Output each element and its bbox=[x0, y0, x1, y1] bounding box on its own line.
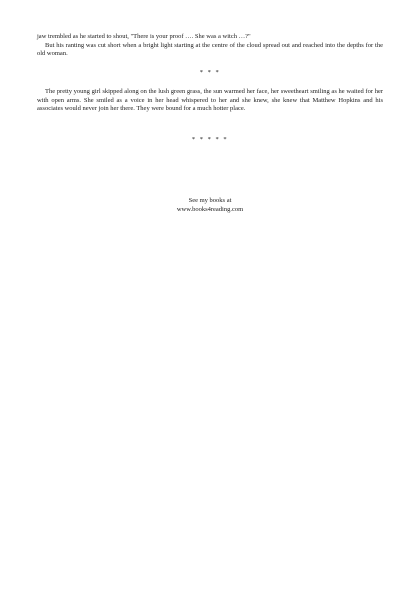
footer-website-link[interactable]: www.books4reading.com bbox=[176, 206, 244, 213]
story-middle-block bbox=[37, 88, 383, 114]
footer-line-1: See my books at bbox=[188, 197, 232, 204]
paragraph-3: The pretty young girl skipped along on the lush green grass, the sun warmed her face, her sweetheart smiling as he waited for her with open arms. She smiled as a voice in her head whispered to her and she knew, she knew that Matthew Hopkins and his associates would never join her there. They were bound for a much hotter place. bbox=[37, 88, 383, 113]
section-separator-1: * * * bbox=[199, 69, 221, 76]
paragraph-1: jaw trembled as he started to shout, "There is your proof …. She was a witch …?" bbox=[37, 33, 251, 40]
footer-block bbox=[0, 196, 420, 214]
paragraph-2: But his ranting was cut short when a bright light starting at the centre of the cloud spread out and reached into the depths for the old woman. bbox=[37, 41, 383, 58]
section-separator-2: * * * * * bbox=[191, 136, 229, 143]
story-top-block bbox=[37, 33, 383, 59]
